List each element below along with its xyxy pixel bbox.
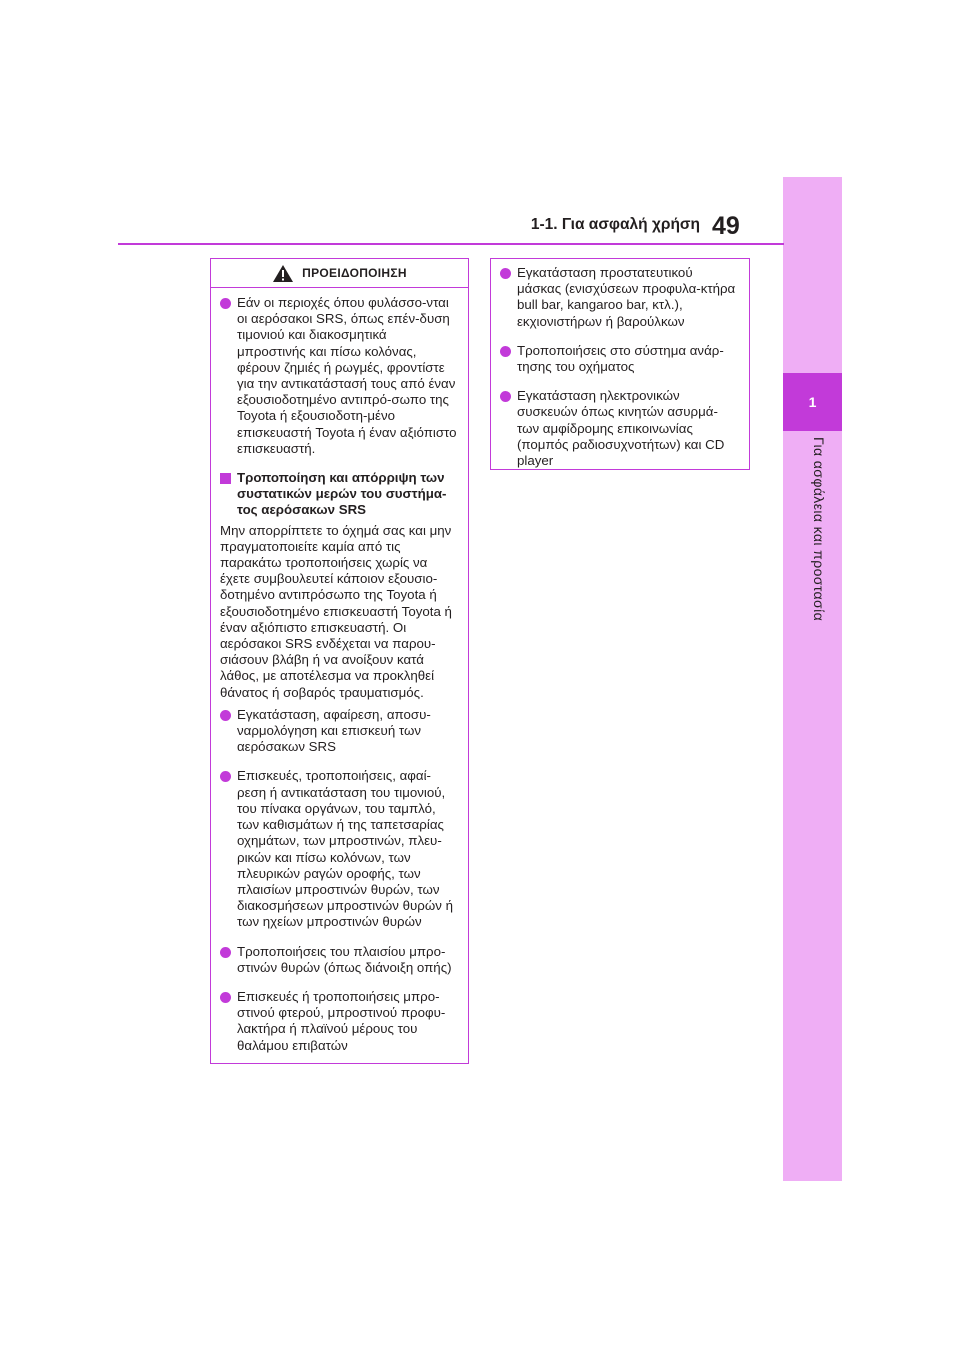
square-bullet-icon [220,473,231,484]
bullet-text: Εγκατάσταση προστατευτικού μάσκας (ενισχύσεων προφυλα-κτήρα bull bar, kangaroo bar, κτλ.), εκχιονιστήρων ή βαρούλκων [517,265,736,329]
warning-bullet [220,707,458,756]
warning-bullet [500,265,739,330]
chapter-number: 1 [808,394,817,410]
section-title: 1-1. Για ασφαλή χρήση [530,216,700,233]
bullet-dot-icon [500,391,511,402]
bullet-text: Εγκατάσταση, αφαίρεση, αποσυ-ναρμολόγηση και επισκευή των αερόσακων SRS [237,706,431,755]
bullet-dot-icon [220,992,231,1003]
header-rule [118,243,784,245]
bullet-text: Τροποποιήσεις στο σύστημα ανάρ-τησης του οχήματος [517,342,724,375]
bullet-dot-icon [220,947,231,958]
bullet-text: Τροποποιήσεις του πλαισίου μπρο-στινών θυρών (όπως διάνοιξη οπής) [237,943,452,975]
bullet-dot-icon [220,298,231,309]
bullet-dot-icon [220,771,231,782]
warning-title: ΠΡΟΕΙΔΟΠΟΙΗΣΗ [302,266,407,280]
chapter-number-badge [783,373,842,431]
warning-box-continued [490,258,750,470]
bullet-text: Εάν οι περιοχές όπου φυλάσσο-νται οι αερόσακοι SRS, όπως επέν-δυση τιμονιού και διακοσμητικά μπροστινής και πίσω κολόνας, φέρουν ζημιές ή ρωγμές, φροντίστε για την αντικατάστασή τους από έναν εξουσιοδοτημένο αντιπρό-σωπο της Toyota ή εξουσιοδοτη-μένο επισκευαστή Toyota ή έναν αξιόπιστο επισκευαστή. [237,295,457,456]
chapter-title: Για ασφάλεια και προστασία [811,437,827,622]
subsection-title: Τροποποίηση και απόρριψη των συστατικών μερών του συστήμα-τος αερόσακων SRS [237,470,447,518]
bullet-text: Επισκευές, τροποποιήσεις, αφαί-ρεση ή αντικατάσταση του τιμονιού, του πίνακα οργάνων, του ταμπλό, των καθισμάτων ή της ταπετσαρίας οχημάτων, των μπροστινών, πλευ-ρικών και πίσω κολόνων, των πλευρικών ραγών οροφής, των πλαισίων μπροστινών θυρών, των διακοσμήσεων μπροστινών θυρών ή των ηχείων μπροστινών θυρών [237,768,453,930]
subsection-paragraph: Μην απορρίπτετε το όχημά σας και μην πραγματοποιείτε καμία από τις παρακάτω τροποποιήσεις χωρίς να έχετε συμβουλευτεί κάποιον εξουσιο-δοτημένο αντιπρόσωπο της Toyota ή εξουσιοδοτημένο επισκευαστή Toyota ή έναν αξιόπιστο επισκευαστή. Οι αερόσακοι SRS ενδέχεται να παρου-σιάσουν βλάβη ή να ανοίξουν κατά λάθος, με αποτέλεσμα να προκληθεί θάνατος ή σοβαρός τραυματισμός. [220,522,452,700]
warning-bullet [220,768,458,930]
warning-bullet [220,989,458,1054]
bullet-dot-icon [220,710,231,721]
warning-bullet [500,388,739,469]
bullet-text: Επισκευές ή τροποποιήσεις μπρο-στινού φτερού, μπροστινού προφυ-λακτήρα ή πλαϊνού μέρους του θαλάμου επιβατών [237,988,446,1053]
bullet-text: Εγκατάσταση ηλεκτρονικών συσκευών όπως κινητών ασυρμά-των αμφίδρομης επικοινωνίας (πομπός ραδιοσυχνοτήτων) και CD player [517,388,725,469]
warning-triangle-icon [272,264,294,283]
warning-bullet [220,944,458,976]
warning-header [211,259,468,288]
subsection-heading [220,470,458,519]
bullet-dot-icon [500,346,511,357]
warning-bullet [220,295,458,457]
warning-bullet [500,343,739,375]
warning-box [210,258,469,1064]
page-number: 49 [712,212,740,240]
bullet-dot-icon [500,268,511,279]
